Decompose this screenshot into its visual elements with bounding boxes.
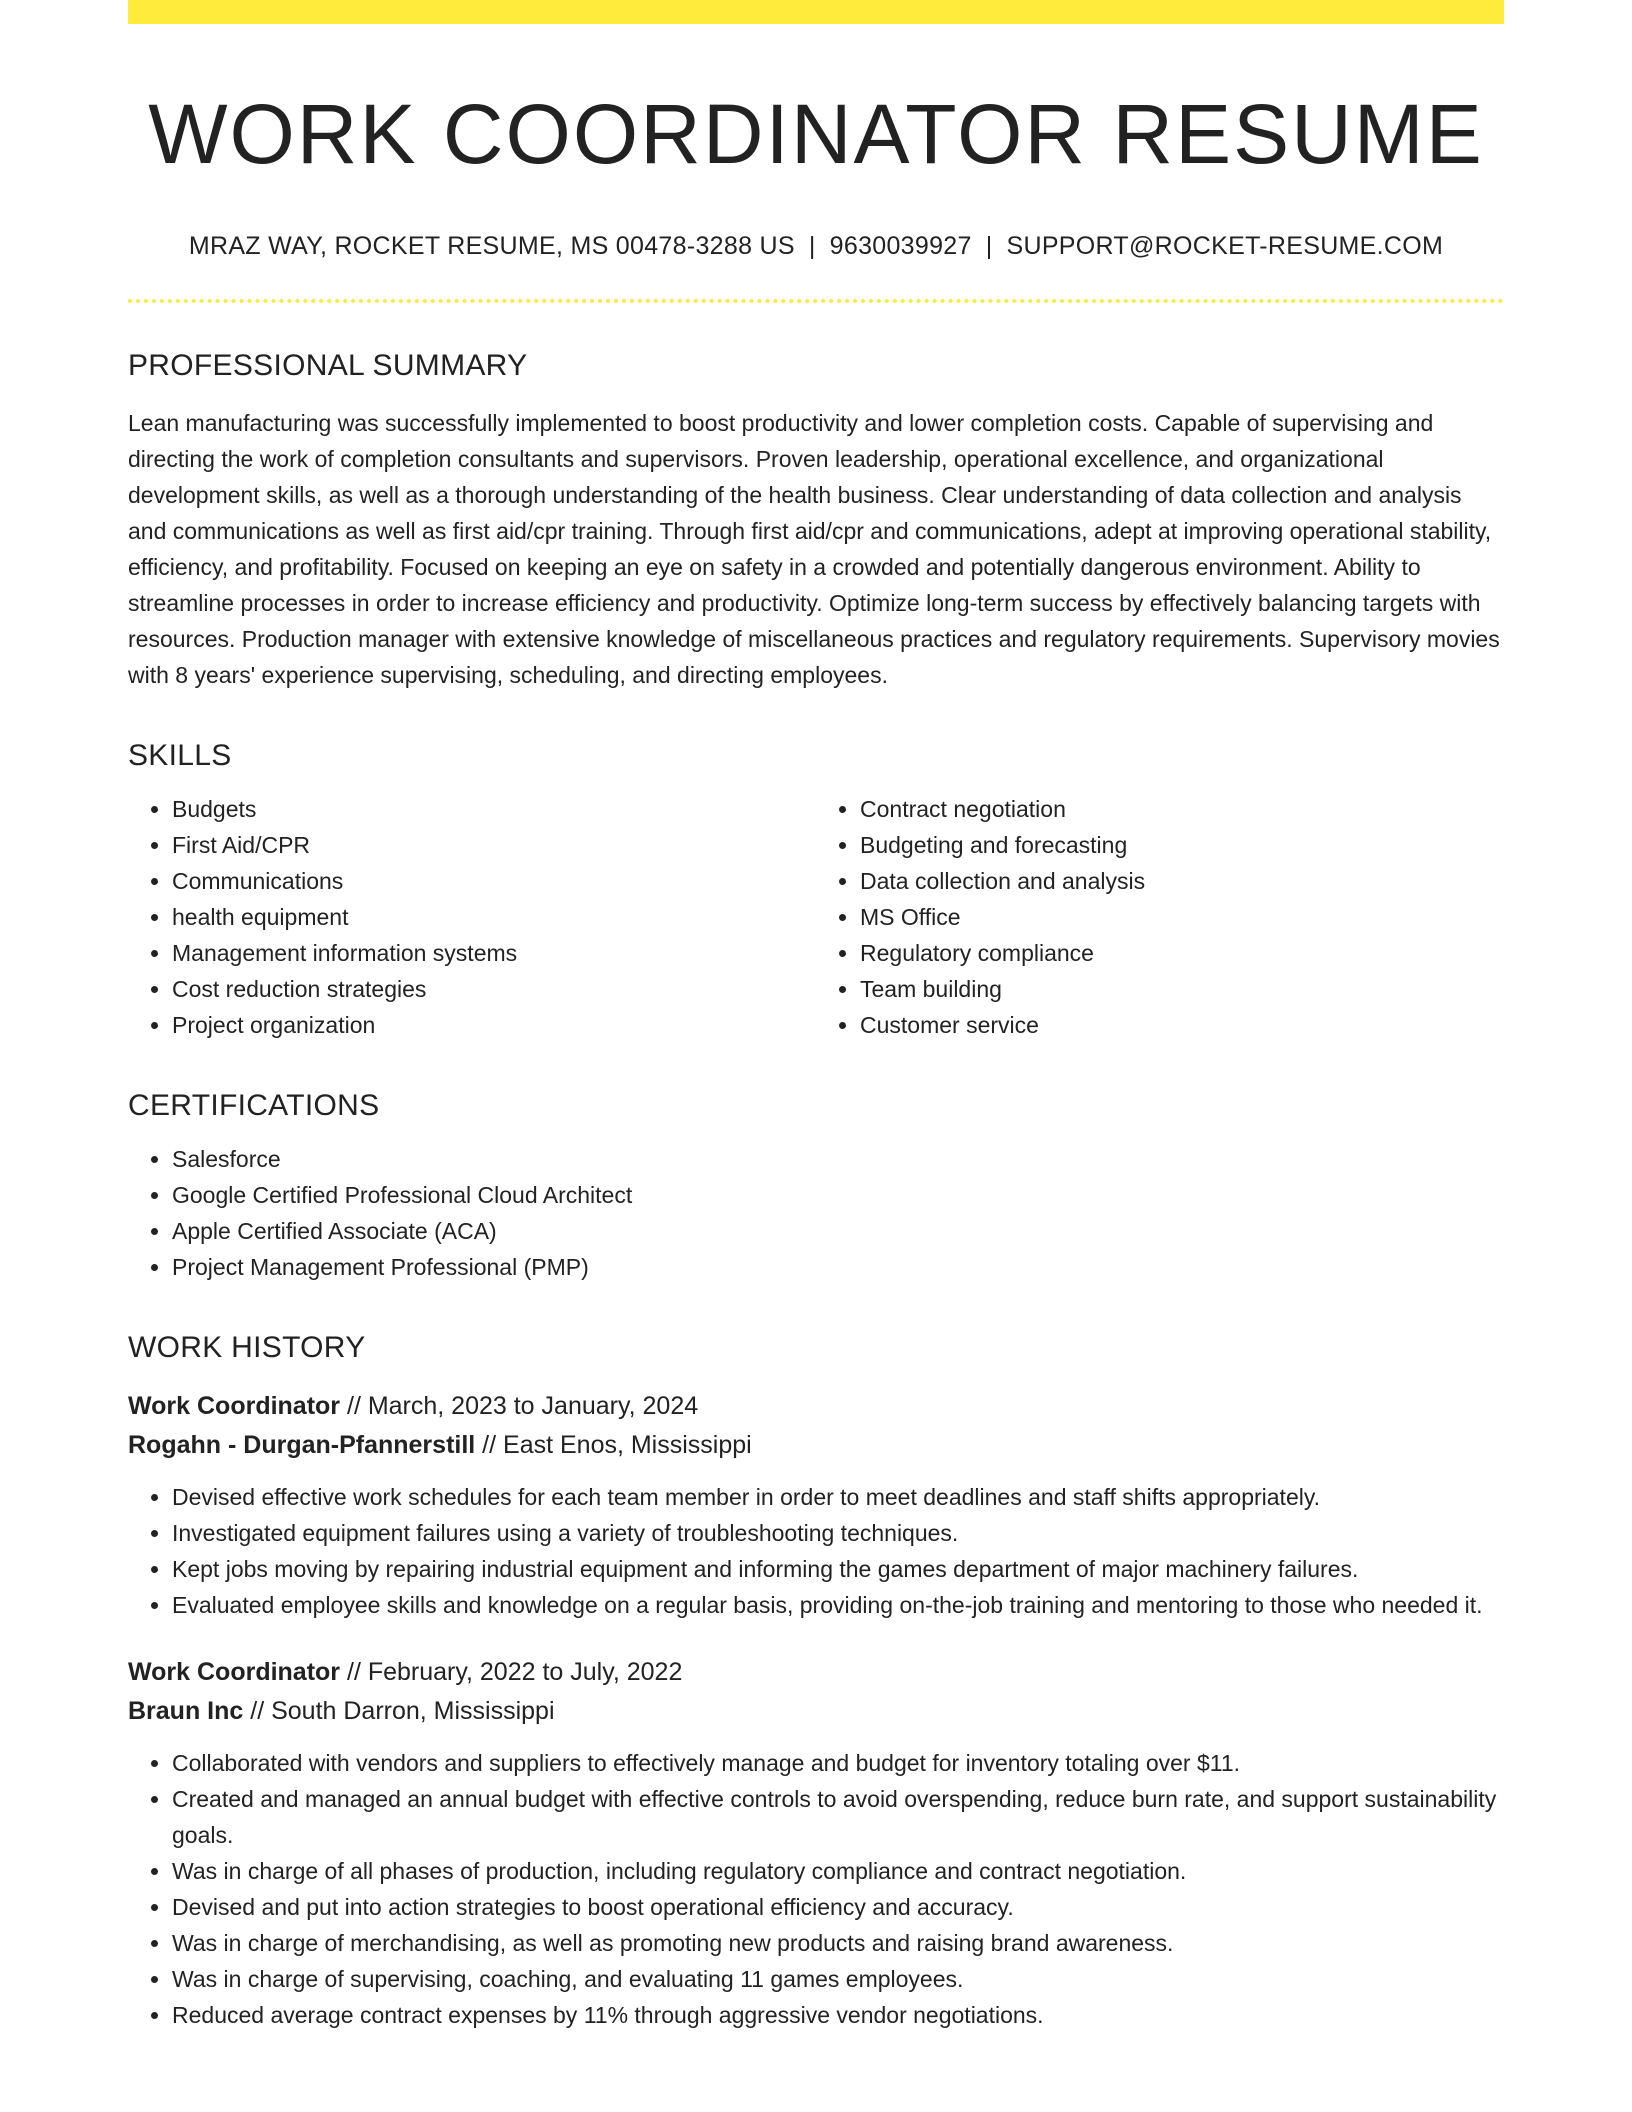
job-bullet: • Was in charge of supervising, coaching, and evaluating 11 games employees. [172, 1961, 1504, 1997]
job-company-line [128, 1426, 1504, 1465]
job-bullet: • Created and managed an annual budget with effective controls to avoid overspending, reduce burn rate, and support sustainability goals. [172, 1781, 1504, 1853]
skill-item: • Communications [172, 863, 816, 899]
job-title: Work Coordinator [128, 1658, 341, 1687]
job-dates: // February, 2022 to July, 2022 [340, 1658, 683, 1687]
job-bullet: • Reduced average contract expenses by 11% through aggressive vendor negotiations. [172, 1997, 1504, 2033]
contact-line [128, 232, 1504, 261]
job-bullet: • Collaborated with vendors and suppliers to effectively manage and budget for inventory totaling over $11. [172, 1745, 1504, 1781]
skill-item: • Management information systems [172, 935, 816, 971]
skill-item: • Budgeting and forecasting [860, 827, 1504, 863]
skill-item: • MS Office [860, 899, 1504, 935]
resume-page [128, 0, 1504, 2033]
summary-heading: PROFESSIONAL SUMMARY [128, 349, 528, 383]
job-title-line [128, 1653, 1504, 1692]
certifications-list [128, 1141, 1504, 1285]
job-bullet: • Investigated equipment failures using a variety of troubleshooting techniques. [172, 1515, 1504, 1551]
skills-heading: SKILLS [128, 739, 232, 773]
job-bullets [128, 1479, 1504, 1623]
job-title: Work Coordinator [128, 1392, 341, 1421]
skill-item: • Project organization [172, 1007, 816, 1043]
job-bullet: • Was in charge of merchandising, as well as promoting new products and raising brand awareness. [172, 1925, 1504, 1961]
skills-list-right [816, 791, 1504, 1043]
job-entry [128, 1387, 1504, 1623]
skill-item: • Team building [860, 971, 1504, 1007]
job-bullet: • Devised and put into action strategies to boost operational efficiency and accuracy. [172, 1889, 1504, 1925]
work-history-section [128, 1331, 1504, 2033]
job-company: Rogahn - Durgan-Pfannerstill [128, 1431, 476, 1460]
summary-text: Lean manufacturing was successfully implemented to boost productivity and lower completion costs. Capable of supervising and directing the work of completion consultants and supervisors. Proven leadership, operational excellence, and organizational development skills, as well as a thorough understanding of the health business. Clear understanding of data collection and analysis and communications as well as first aid/cpr training. Through first aid/cpr and communications, adept at improving operational stability, efficiency, and profitability. Focused on keeping an eye on safety in a crowded and potentially dangerous environment. Ability to streamline processes in order to increase efficiency and productivity. Optimize long-term success by effectively balancing targets with resources. Production manager with extensive knowledge of miscellaneous practices and regulatory requirements. Supervisory movies with 8 years' experience supervising, scheduling, and directing employees. [128, 410, 1500, 689]
address: MRAZ WAY, ROCKET RESUME, MS 00478-3288 US [188, 232, 795, 261]
job-entry [128, 1653, 1504, 2033]
skill-item: • health equipment [172, 899, 816, 935]
job-header [128, 1387, 1504, 1465]
job-bullet: • Kept jobs moving by repairing industrial equipment and informing the games department of major machinery failures. [172, 1551, 1504, 1587]
job-title-line [128, 1387, 1504, 1426]
job-dates: // March, 2023 to January, 2024 [340, 1392, 699, 1421]
job-company: Braun Inc [128, 1697, 244, 1726]
job-company-line [128, 1692, 1504, 1731]
certification-item: • Google Certified Professional Cloud Architect [172, 1177, 1504, 1213]
header-divider [128, 299, 1504, 303]
skill-item: • First Aid/CPR [172, 827, 816, 863]
skill-item: • Contract negotiation [860, 791, 1504, 827]
certifications-section [128, 1089, 1504, 1285]
job-location: // East Enos, Mississippi [475, 1431, 752, 1460]
contact-separator: | [985, 232, 993, 261]
top-accent-bar [128, 0, 1504, 24]
page-title: WORK COORDINATOR RESUME [148, 87, 1484, 181]
job-bullet: • Evaluated employee skills and knowledge on a regular basis, providing on-the-job training and mentoring to those who needed it. [172, 1587, 1504, 1623]
skill-item: • Regulatory compliance [860, 935, 1504, 971]
job-bullets [128, 1745, 1504, 2033]
work-history-heading: WORK HISTORY [128, 1331, 366, 1365]
contact-separator: | [808, 232, 816, 261]
job-header [128, 1653, 1504, 1731]
certification-item: • Apple Certified Associate (ACA) [172, 1213, 1504, 1249]
skills-section [128, 739, 1504, 1043]
email: SUPPORT@ROCKET-RESUME.COM [1006, 232, 1444, 261]
skills-list-left [128, 791, 816, 1043]
skill-item: • Budgets [172, 791, 816, 827]
certification-item: • Project Management Professional (PMP) [172, 1249, 1504, 1285]
certification-item: • Salesforce [172, 1141, 1504, 1177]
skill-item: • Customer service [860, 1007, 1504, 1043]
job-bullet: • Devised effective work schedules for each team member in order to meet deadlines and staff shifts appropriately. [172, 1479, 1504, 1515]
phone: 9630039927 [829, 232, 972, 261]
skill-item: • Cost reduction strategies [172, 971, 816, 1007]
job-bullet: • Was in charge of all phases of production, including regulatory compliance and contract negotiation. [172, 1853, 1504, 1889]
certifications-heading: CERTIFICATIONS [128, 1089, 380, 1123]
skills-columns [128, 773, 1504, 1043]
skill-item: • Data collection and analysis [860, 863, 1504, 899]
summary-section [128, 349, 1504, 693]
job-location: // South Darron, Mississippi [243, 1697, 555, 1726]
